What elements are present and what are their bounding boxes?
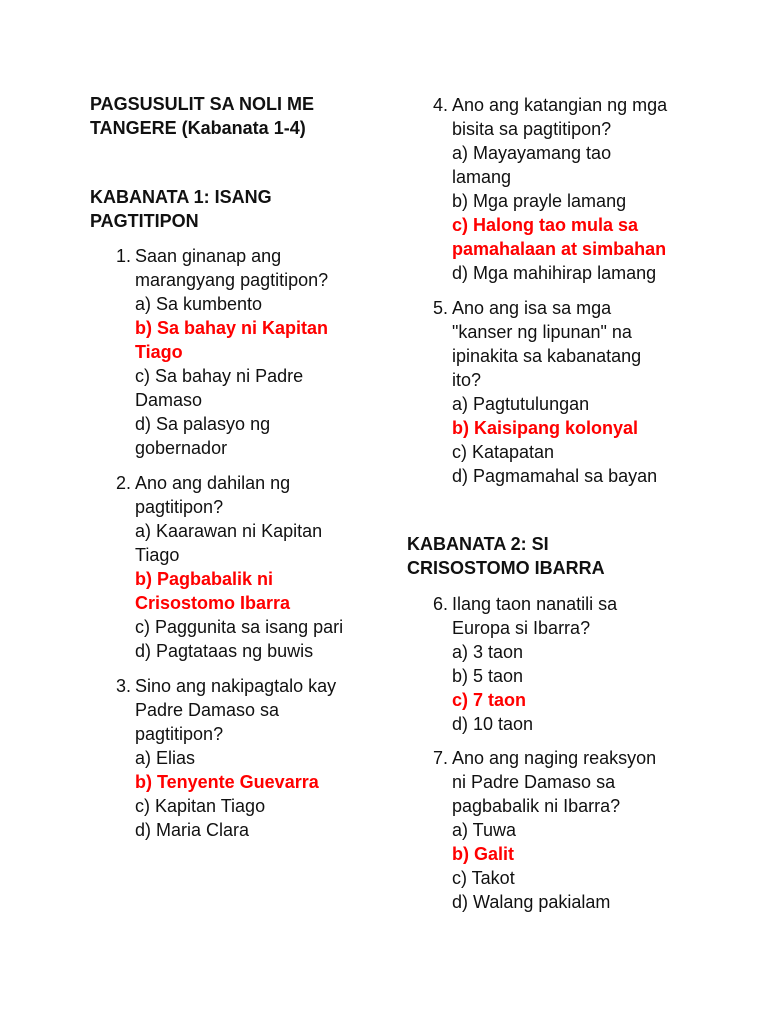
answer-choice-line: a) Tuwa [452, 820, 517, 840]
answer-choice-line: d) Pagmamahal sa bayan [452, 466, 658, 486]
document-title [90, 92, 314, 140]
question-text [452, 746, 692, 818]
question-text-line: "kanser ng lipunan" na [452, 322, 632, 342]
question-text-line: ni Padre Damaso sa [452, 772, 616, 792]
question-item [432, 592, 692, 736]
answer-choice-line: a) Sa kumbento [135, 294, 263, 314]
question-text [135, 674, 375, 746]
answer-choice [135, 292, 375, 316]
answer-choice [452, 189, 692, 213]
answer-choice [135, 615, 375, 639]
answer-choice-line: d) Sa palasyo ng [135, 414, 271, 434]
question-number: 6. [432, 594, 448, 614]
answer-choice-line: c) Takot [452, 868, 515, 888]
question-item [432, 296, 692, 488]
question-number: 5. [432, 298, 448, 318]
question-text-line: Ano ang isa sa mga [452, 298, 612, 318]
question-text-line: Padre Damaso sa [135, 700, 280, 720]
question-text-line: pagtitipon? [135, 497, 224, 517]
question-text-line: pagbabalik ni Ibarra? [452, 796, 621, 816]
answer-choice-line: Crisostomo Ibarra [135, 593, 291, 613]
section-heading-line: KABANATA 2: SI [407, 534, 549, 554]
section-heading-kabanata-2 [407, 532, 605, 580]
answer-choice [452, 890, 692, 914]
answer-choice-line: b) 5 taon [452, 666, 524, 686]
answer-choice-line: Tiago [135, 545, 180, 565]
answer-choice-line: a) Kaarawan ni Kapitan [135, 521, 323, 541]
document-title-line: TANGERE (Kabanata 1-4) [90, 118, 306, 138]
answer-choice-line: a) 3 taon [452, 642, 524, 662]
answer-choice-correct [452, 842, 692, 866]
question-text-line: Sino ang nakipagtalo kay [135, 676, 337, 696]
answer-choice-correct [135, 316, 375, 364]
answer-choice-line: c) Kapitan Tiago [135, 796, 266, 816]
answer-choice [452, 261, 692, 285]
question-text [135, 471, 375, 519]
question-text-line: Europa si Ibarra? [452, 618, 591, 638]
answer-choice-line: b) Sa bahay ni Kapitan [135, 318, 329, 338]
section-heading-line: CRISOSTOMO IBARRA [407, 558, 605, 578]
answer-choice [135, 818, 375, 842]
answer-choice [135, 364, 375, 412]
question-text-line: bisita sa pagtitipon? [452, 119, 612, 139]
question-text-line: ipinakita sa kabanatang [452, 346, 642, 366]
answer-choice [452, 712, 692, 736]
answer-choice-line: b) Tenyente Guevarra [135, 772, 319, 792]
answer-choice-line: c) Katapatan [452, 442, 555, 462]
answer-choice [452, 866, 692, 890]
answer-choice-correct [452, 213, 692, 261]
section-heading-kabanata-1 [90, 185, 272, 233]
answer-choice-line: d) Mga mahihirap lamang [452, 263, 657, 283]
answer-choice-line: d) Pagtataas ng buwis [135, 641, 314, 661]
answer-choice-correct [452, 688, 692, 712]
answer-choice-line: Damaso [135, 390, 203, 410]
question-item [432, 93, 692, 285]
question-item [115, 471, 375, 663]
answer-choice [135, 794, 375, 818]
answer-choice-line: c) 7 taon [452, 690, 527, 710]
answer-choice-line: pamahalaan at simbahan [452, 239, 667, 259]
answer-choice-line: c) Paggunita sa isang pari [135, 617, 344, 637]
question-text-line: Ilang taon nanatili sa [452, 594, 618, 614]
answer-choice-line: c) Sa bahay ni Padre [135, 366, 304, 386]
answer-choice-line: Tiago [135, 342, 183, 362]
question-text-line: Ano ang naging reaksyon [452, 748, 657, 768]
question-text [452, 296, 692, 392]
answer-choice [135, 639, 375, 663]
answer-choice-line: b) Galit [452, 844, 514, 864]
question-text [452, 93, 692, 141]
answer-choice [452, 664, 692, 688]
question-text-line: pagtitipon? [135, 724, 224, 744]
question-text-line: Ano ang katangian ng mga [452, 95, 668, 115]
answer-choice [135, 412, 375, 460]
answer-choice [135, 746, 375, 770]
answer-choice-line: b) Mga prayle lamang [452, 191, 627, 211]
question-number: 1. [115, 246, 131, 266]
answer-choice [452, 464, 692, 488]
question-text [135, 244, 375, 292]
answer-choice [452, 818, 692, 842]
answer-choice-line: d) 10 taon [452, 714, 534, 734]
answer-choice [135, 519, 375, 567]
question-text-line: ito? [452, 370, 482, 390]
answer-choice-line: b) Pagbabalik ni [135, 569, 274, 589]
answer-choice-correct [135, 567, 375, 615]
question-text-line: marangyang pagtitipon? [135, 270, 329, 290]
answer-choice-line: a) Pagtutulungan [452, 394, 590, 414]
question-text-line: Saan ginanap ang [135, 246, 282, 266]
answer-choice-line: lamang [452, 167, 512, 187]
answer-choice-line: d) Walang pakialam [452, 892, 611, 912]
question-text-line: Ano ang dahilan ng [135, 473, 291, 493]
answer-choice [452, 141, 692, 189]
answer-choice-correct [452, 416, 692, 440]
answer-choice [452, 392, 692, 416]
answer-choice [452, 640, 692, 664]
question-number: 2. [115, 473, 131, 493]
answer-choice-line: a) Mayayamang tao [452, 143, 612, 163]
question-item [115, 244, 375, 460]
question-text [452, 592, 692, 640]
section-heading-line: KABANATA 1: ISANG [90, 187, 272, 207]
question-number: 3. [115, 676, 131, 696]
document-title-line: PAGSUSULIT SA NOLI ME [90, 94, 315, 114]
answer-choice-line: gobernador [135, 438, 228, 458]
answer-choice-line: d) Maria Clara [135, 820, 250, 840]
question-number: 7. [432, 748, 448, 768]
answer-choice-line: b) Kaisipang kolonyal [452, 418, 639, 438]
question-item [115, 674, 375, 842]
answer-choice-line: c) Halong tao mula sa [452, 215, 639, 235]
question-item [432, 746, 692, 914]
section-heading-line: PAGTITIPON [90, 211, 199, 231]
answer-choice-correct [135, 770, 375, 794]
answer-choice-line: a) Elias [135, 748, 196, 768]
question-number: 4. [432, 95, 448, 115]
answer-choice [452, 440, 692, 464]
